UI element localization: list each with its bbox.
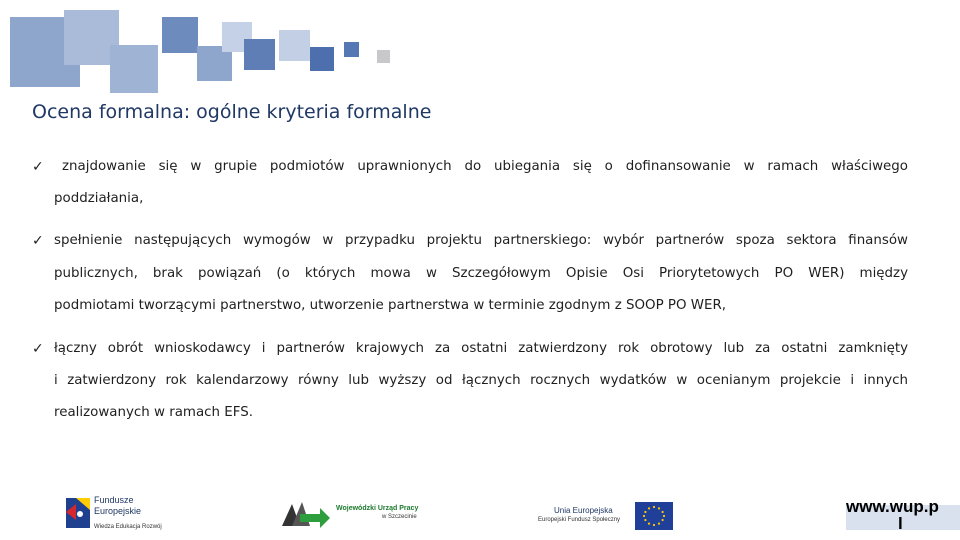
logo2-line2: w Szczecinie: [382, 514, 417, 520]
deco-square: [110, 45, 158, 93]
criterion-line: spełnienie następujących wymogów w przypadku projektu partnerskiego: wybór partnerów spoza sektora finansów: [54, 233, 908, 248]
logo1-line2: Europejskie: [94, 506, 142, 516]
criterion-line: publicznych, brak powiązań (o których mowa w Szczegółowym Opisie Osi Priorytetowych PO WER) między: [54, 266, 908, 281]
logo1-line3: Wiedza Edukacja Rozwój: [94, 524, 162, 530]
website-url-continuation[interactable]: l: [898, 514, 903, 533]
deco-square: [162, 17, 198, 53]
criterion-line: znajdowanie się w grupie podmiotów uprawnionych do ubiegania się o dofinansowanie w ramach właściwego: [62, 159, 908, 174]
logo1-line1: Fundusze: [94, 495, 134, 505]
wup-arrow-icon: [280, 496, 330, 530]
criterion-item: [32, 341, 908, 431]
fundusze-europejskie-emblem-icon: [64, 492, 92, 530]
deco-square: [279, 30, 310, 61]
criterion-item: [32, 233, 908, 323]
website-url[interactable]: www.wup.p: [846, 497, 939, 516]
checkmark-icon: ✓: [32, 233, 44, 249]
deco-square: [244, 39, 275, 70]
criterion-line: łączny obrót wnioskodawcy i partnerów krajowych za ostatni zatwierdzony rok obrotowy lub za ostatni zamknięty: [54, 341, 908, 356]
logo-fundusze-europejskie: [64, 492, 176, 532]
logo3-line2: Europejski Fundusz Społeczny: [538, 517, 621, 523]
logo3-line1: Unia Europejska: [554, 506, 613, 515]
criterion-line: i zatwierdzony rok kalendarzowy równy lub wyższy od łącznych rocznych wydatków w ocenianym projekcie i innych: [54, 373, 908, 388]
deco-square: [310, 47, 334, 71]
deco-square: [377, 50, 390, 63]
deco-square: [344, 42, 359, 57]
logo2-line1: Wojewódzki Urząd Pracy: [336, 505, 419, 512]
logo-unia-europejska: [538, 492, 678, 532]
logo-wup-szczecin: [280, 492, 430, 532]
criterion-item: [32, 159, 908, 215]
criterion-line: realizowanych w ramach EFS.: [54, 405, 253, 420]
checkmark-icon: ✓: [32, 159, 44, 175]
eu-flag-icon: [635, 502, 673, 530]
criterion-line: podmiotami tworzącymi partnerstwo, utworzenie partnerstwa w terminie zgodnym z SOOP PO WER,: [54, 298, 727, 313]
checkmark-icon: ✓: [32, 341, 44, 357]
page-title: Ocena formalna: ogólne kryteria formalne: [32, 101, 432, 123]
criterion-line: poddziałania,: [54, 191, 144, 206]
